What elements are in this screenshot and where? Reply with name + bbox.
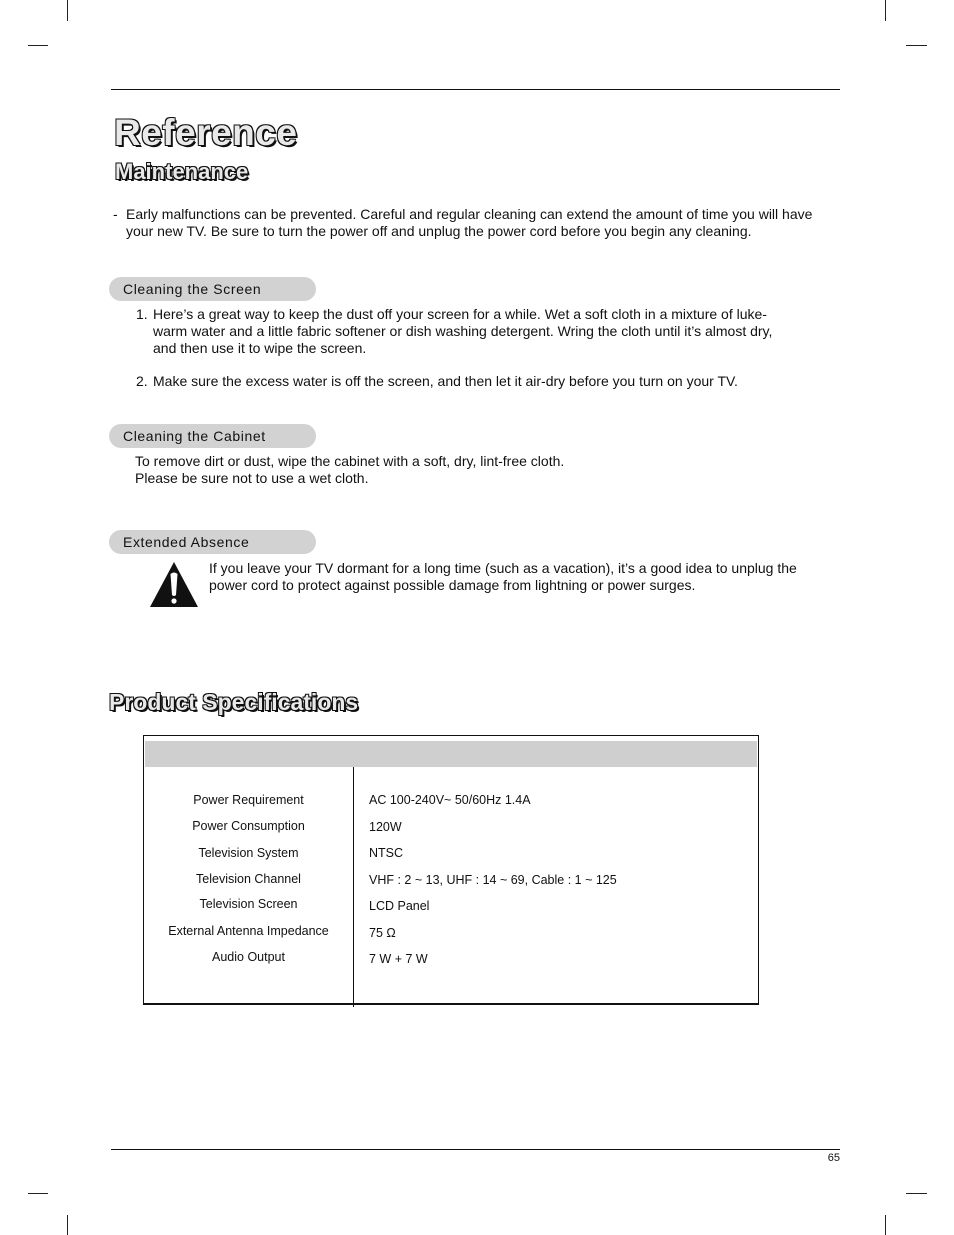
spec-value: NTSC: [369, 846, 404, 860]
cabinet-line-2: Please be sure not to use a wet cloth.: [135, 470, 369, 486]
crop-mark: [67, 1215, 68, 1235]
spec-label: Television Channel: [196, 872, 301, 886]
spec-label: Power Requirement: [193, 793, 304, 807]
heading-extended-absence: Extended Absence: [109, 530, 316, 554]
specifications-table: [143, 735, 759, 1005]
list-text: Here’s a great way to keep the dust off your screen for a while. Wet a soft cloth in a mixture of luke-warm water and a little fabric softener or dish washing detergent. Wring the cloth until it’s almost dry, and then use it to wipe the screen.: [153, 306, 773, 356]
crop-mark: [906, 45, 927, 46]
spec-label: Power Consumption: [192, 819, 305, 833]
crop-mark: [885, 1215, 886, 1235]
spec-label: Television Screen: [199, 897, 298, 911]
bottom-rule: [111, 1149, 840, 1150]
spec-label: Television System: [198, 846, 299, 860]
table-header-band: [145, 741, 757, 767]
crop-mark: [28, 45, 48, 46]
spec-label: Audio Output: [212, 950, 285, 964]
list-text: Make sure the excess water is off the screen, and then let it air-dry before you turn on your TV.: [153, 373, 738, 389]
section-title-specifications: Product Specifications: [109, 689, 359, 715]
crop-mark: [885, 0, 886, 21]
page-title: Reference: [114, 112, 298, 153]
spec-value: VHF : 2 ~ 13, UHF : 14 ~ 69, Cable : 1 ~ 125: [369, 873, 617, 887]
cabinet-line-1: To remove dirt or dust, wipe the cabinet with a soft, dry, lint-free cloth.: [135, 453, 565, 469]
crop-mark: [67, 0, 68, 21]
warning-triangle-icon: [149, 561, 199, 608]
spec-value: 7 W + 7 W: [369, 952, 428, 966]
list-item: [136, 373, 786, 390]
spec-label: External Antenna Impedance: [168, 924, 329, 938]
intro-text: Early malfunctions can be prevented. Careful and regular cleaning can extend the amount of time you will have your new TV. Be sure to turn the power off and unplug the power cord before you begin any cleaning.: [126, 206, 813, 239]
heading-cleaning-cabinet: Cleaning the Cabinet: [109, 424, 316, 448]
column-divider: [353, 767, 354, 1007]
list-item: [136, 306, 786, 357]
heading-cleaning-screen: Cleaning the Screen: [109, 277, 316, 301]
crop-mark: [28, 1193, 48, 1194]
bullet-dash: -: [113, 206, 118, 222]
section-title-maintenance: Maintenance: [115, 159, 249, 184]
intro-paragraph: [113, 206, 833, 240]
top-rule: [111, 89, 840, 90]
spec-value: 75 Ω: [369, 926, 396, 940]
list-number: 1.: [136, 306, 148, 322]
spec-value: LCD Panel: [369, 899, 430, 913]
spec-value: 120W: [369, 820, 402, 834]
list-number: 2.: [136, 373, 148, 389]
absence-paragraph: If you leave your TV dormant for a long time (such as a vacation), it’s a good idea to unplug the power cord to protect against possible damage from lightning or power surges.: [209, 560, 797, 593]
spec-value: AC 100-240V~ 50/60Hz 1.4A: [369, 793, 531, 807]
page-number: 65: [827, 1152, 840, 1164]
cabinet-paragraph: [135, 453, 775, 487]
crop-mark: [906, 1193, 927, 1194]
